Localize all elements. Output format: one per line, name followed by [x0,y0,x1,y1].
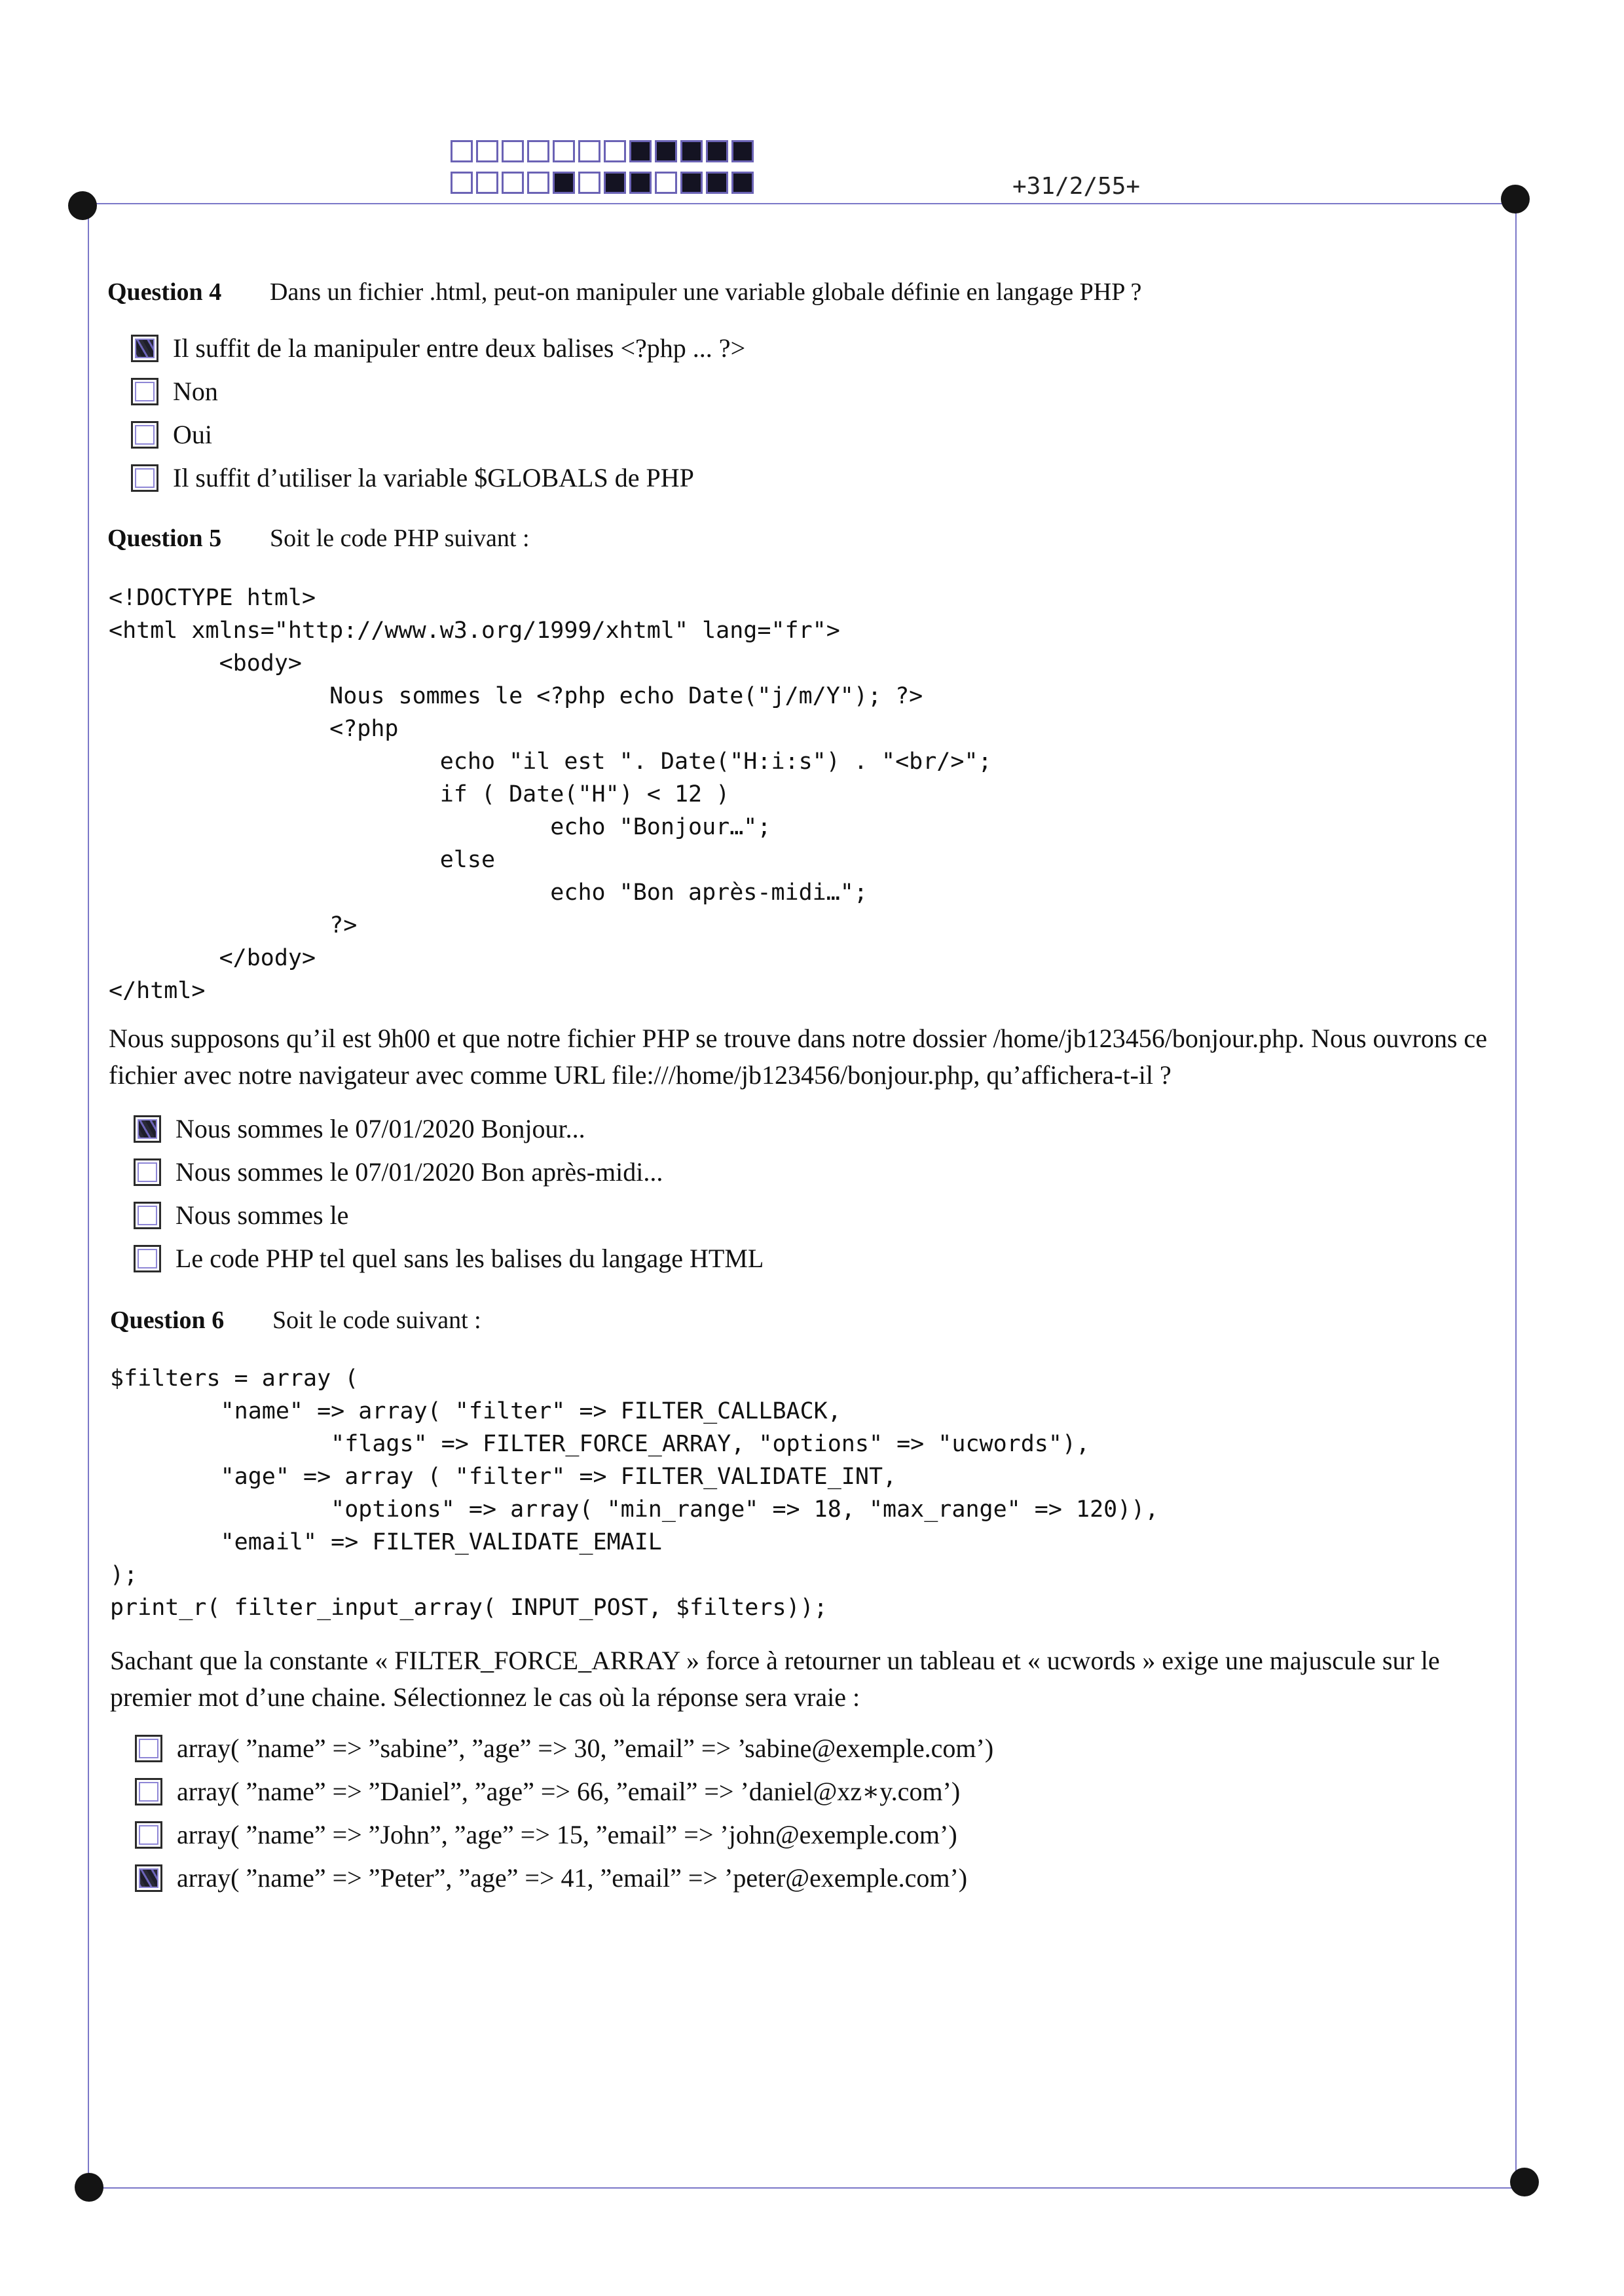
answer-text: array( ”name” => ”Peter”, ”age” => 41, ”email” => ’peter@exemple.com’) [177,1863,968,1893]
answer-text: Non [173,377,218,406]
code-cell [731,172,754,194]
code-cell [578,140,600,162]
checkbox[interactable] [135,1821,162,1849]
question-5-heading [107,524,530,553]
checkbox[interactable] [134,1202,161,1229]
answer-option[interactable] [134,1157,663,1187]
answer-option[interactable] [134,1113,585,1144]
question-text: Dans un fichier .html, peut-on manipuler une variable globale définie en langage PHP ? [270,278,1142,306]
code-cell [527,172,549,194]
checkbox[interactable] [134,1245,161,1272]
checkbox[interactable] [134,1158,161,1186]
checkbox[interactable] [131,335,158,362]
answer-option[interactable] [131,376,218,407]
code-cell [604,172,626,194]
page-code-boxes [451,140,757,203]
code-row [451,172,757,196]
answer-option[interactable] [131,419,212,450]
checkbox[interactable] [131,421,158,449]
code-cell [706,140,728,162]
answer-text: Nous sommes le 07/01/2020 Bonjour... [175,1114,585,1143]
corner-mark-bottom-left [75,2173,103,2202]
corner-mark-top-left [68,191,97,220]
checkbox[interactable] [135,1778,162,1805]
answer-option[interactable] [131,333,745,363]
code-cell [451,172,473,194]
answer-option[interactable] [135,1733,993,1764]
code-cell [680,172,703,194]
code-cell [502,140,524,162]
answer-text: Il suffit d’utiliser la variable $GLOBALS de PHP [173,463,694,492]
code-cell [655,172,677,194]
checkbox[interactable] [131,378,158,405]
answer-option[interactable] [131,462,694,493]
checkbox[interactable] [135,1864,162,1892]
code-cell [655,140,677,162]
code-cell [476,140,498,162]
code-cell [706,172,728,194]
code-cell [604,140,626,162]
question-label: Question 6 [110,1306,225,1334]
code-cell [553,140,575,162]
code-cell [502,172,524,194]
code-cell [451,140,473,162]
code-cell [578,172,600,194]
checkbox[interactable] [131,464,158,492]
page-id: +31/2/55+ [1012,173,1141,200]
question-6-heading [110,1306,481,1335]
answer-option[interactable] [134,1243,764,1274]
code-cell [629,172,652,194]
corner-mark-bottom-right [1510,2168,1539,2196]
question-paragraph: Nous supposons qu’il est 9h00 et que notre fichier PHP se trouve dans notre dossier /home/jb123456/bonjour.php. Nous ouvrons ce fichier avec notre navigateur avec comme URL file:///home/jb123456/bonjour.php, qu’affichera-t-il ? [109,1024,1487,1090]
code-cell [553,172,575,194]
answer-text: Il suffit de la manipuler entre deux balises <?php ... ?> [173,333,746,363]
answer-text: array( ”name” => ”John”, ”age” => 15, ”email” => ’john@exemple.com’) [177,1820,957,1849]
code-cell [476,172,498,194]
question-label: Question 4 [107,278,222,306]
answer-text: Le code PHP tel quel sans les balises du langage HTML [175,1244,764,1273]
answer-option[interactable] [135,1776,960,1807]
checkbox[interactable] [134,1115,161,1143]
code-cell [731,140,754,162]
code-block: $filters = array ( "name" => array( "filter" => FILTER_CALLBACK, "flags" => FILTER_FORCE_ARRAY, "options" => "ucwords"), "age" => array ( "filter" => FILTER_VALIDATE_INT, "options" => array( "min_range" => 18, "max_range" => 120)), "email" => FILTER_VALIDATE_EMAIL ); print_r( filter_input_array( INPUT_POST, $filters)); [110,1365,1159,1621]
answer-option[interactable] [134,1200,348,1231]
answer-text: array( ”name” => ”Daniel”, ”age” => 66, ”email” => ’daniel@xz∗y.com’) [177,1777,961,1806]
corner-mark-top-right [1501,185,1530,213]
answer-text: Oui [173,420,212,449]
question-paragraph: Sachant que la constante « FILTER_FORCE_ARRAY » force à retourner un tableau et « ucwords » exige une majuscule sur le premier mot d’une chaine. Sélectionnez le cas où la réponse sera vraie : [110,1646,1440,1712]
question-label: Question 5 [107,525,222,552]
question-4-heading [107,278,1141,306]
question-text: Soit le code PHP suivant : [270,525,530,552]
code-cell [629,140,652,162]
code-cell [527,140,549,162]
question-text: Soit le code suivant : [272,1306,481,1334]
code-block: <!DOCTYPE html> <html xmlns="http://www.w3.org/1999/xhtml" lang="fr"> <body> Nous sommes le <?php echo Date("j/m/Y"); ?> <?php echo "il est ". Date("H:i:s") . "<br/>"; if ( Date("H") < 12 ) echo "Bonjour…"; else echo "Bon après-midi…"; ?> </body> </html> [109,585,992,1004]
answer-option[interactable] [135,1862,967,1893]
checkbox[interactable] [135,1735,162,1762]
answer-option[interactable] [135,1819,957,1850]
answer-text: Nous sommes le [175,1200,349,1230]
code-cell [680,140,703,162]
code-row [451,140,757,165]
answer-text: array( ”name” => ”sabine”, ”age” => 30, ”email” => ’sabine@exemple.com’) [177,1733,994,1763]
answer-text: Nous sommes le 07/01/2020 Bon après-midi... [175,1157,663,1187]
